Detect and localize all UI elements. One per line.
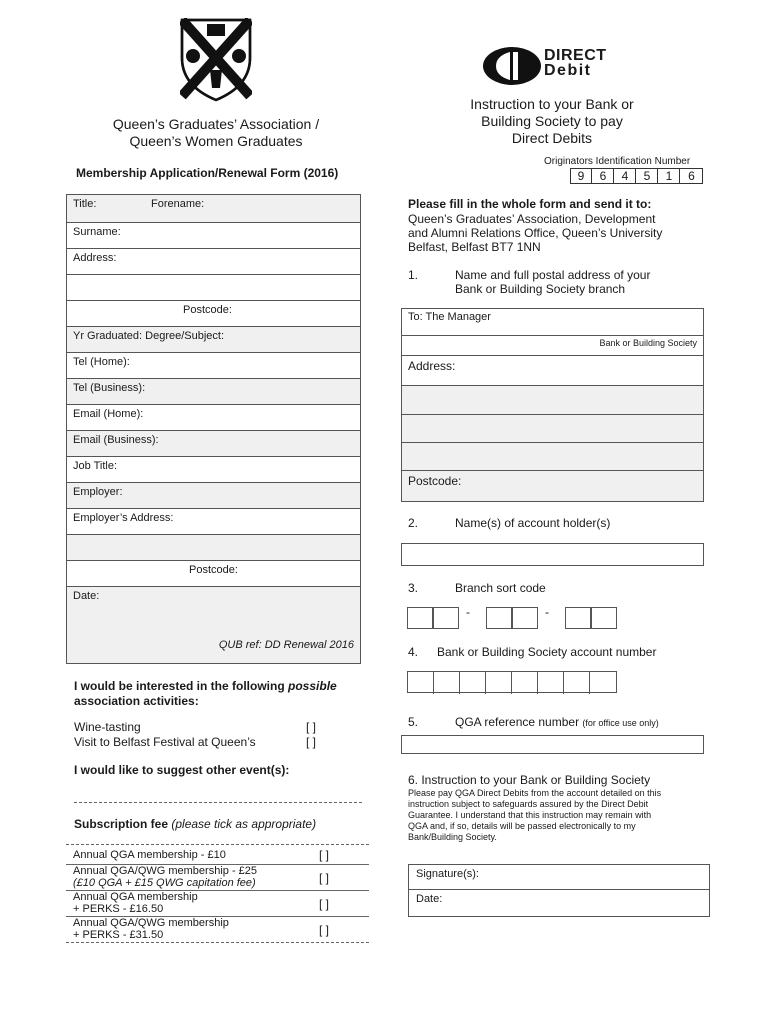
account-digit[interactable] bbox=[434, 672, 460, 694]
tel-business-row[interactable] bbox=[67, 379, 360, 405]
surname-row[interactable] bbox=[67, 223, 360, 249]
sort-code-digit[interactable] bbox=[565, 607, 591, 629]
suggest-heading: I would like to suggest other event(s): bbox=[74, 763, 290, 777]
postcode-label: Postcode: bbox=[183, 304, 232, 316]
originator-digit: 5 bbox=[637, 169, 658, 184]
fee-row[interactable] bbox=[66, 846, 369, 865]
bank-address-row-4[interactable] bbox=[402, 443, 703, 471]
sort-code-digit[interactable] bbox=[486, 607, 512, 629]
sort-code-digit[interactable] bbox=[591, 607, 617, 629]
address-row[interactable] bbox=[67, 249, 360, 275]
yr-graduated-label: Yr Graduated: Degree/Subject: bbox=[73, 330, 225, 342]
crest-shield-icon bbox=[180, 18, 252, 102]
dd-guarantee-3: Guarantee. I understand that this instruction may remain with bbox=[408, 810, 652, 820]
employer-postcode-label: Postcode: bbox=[189, 564, 238, 576]
activity-label: Wine-tasting bbox=[74, 720, 141, 734]
instruction-title-3: Direct Debits bbox=[511, 130, 593, 146]
dd-guarantee-5: Bank/Building Society. bbox=[408, 832, 497, 842]
fee-line2: + PERKS - £31.50 bbox=[73, 929, 164, 941]
email-home-row[interactable] bbox=[67, 405, 360, 431]
employer-postcode-row[interactable] bbox=[67, 561, 360, 587]
section-5-note: (for office use only) bbox=[582, 718, 659, 728]
date-label: Date: bbox=[73, 590, 100, 602]
address-label: Address: bbox=[73, 252, 117, 264]
section-5-text: QGA reference number bbox=[455, 715, 580, 729]
surname-label: Surname: bbox=[73, 226, 121, 238]
tel-business-label: Tel (Business): bbox=[73, 382, 146, 394]
account-number-input[interactable] bbox=[407, 671, 617, 693]
fee-note: (please tick as appropriate) bbox=[171, 817, 317, 831]
originator-digit: 4 bbox=[615, 169, 636, 184]
account-digit[interactable] bbox=[460, 672, 486, 694]
send-address-2: and Alumni Relations Office, Queen’s University bbox=[408, 226, 663, 240]
dd-logo-top: DIRECT bbox=[544, 47, 607, 64]
account-holder-input[interactable] bbox=[401, 543, 704, 566]
job-title-label: Job Title: bbox=[73, 460, 118, 472]
section-3-text: Branch sort code bbox=[455, 581, 546, 595]
originator-digit: 9 bbox=[571, 169, 592, 184]
originator-number-box bbox=[570, 168, 703, 184]
dd-guarantee-1: Please pay QGA Direct Debits from the account detailed on this bbox=[408, 788, 662, 798]
section-2-number: 2. bbox=[408, 516, 419, 530]
instruction-title-2: Building Society to pay bbox=[481, 113, 623, 129]
employer-address-row[interactable] bbox=[67, 509, 360, 535]
job-title-row[interactable] bbox=[67, 457, 360, 483]
account-digit[interactable] bbox=[590, 672, 616, 694]
signature-form bbox=[408, 864, 710, 917]
email-home-label: Email (Home): bbox=[73, 408, 144, 420]
account-digit[interactable] bbox=[564, 672, 590, 694]
section-1-text-2: Bank or Building Society branch bbox=[455, 282, 626, 296]
dd-logo-bottom: Debit bbox=[544, 62, 592, 79]
fee-line2: + PERKS - £16.50 bbox=[73, 903, 164, 915]
bank-address-label: Address: bbox=[408, 359, 456, 373]
fee-heading: Subscription fee bbox=[74, 817, 169, 831]
bank-postcode-row[interactable] bbox=[402, 471, 703, 502]
sort-code-digit[interactable] bbox=[407, 607, 433, 629]
employer-label: Employer: bbox=[73, 486, 123, 498]
university-crest bbox=[180, 18, 252, 102]
form-title: Membership Application/Renewal Form (2016) bbox=[76, 166, 339, 180]
fee-checkbox[interactable]: [ ] bbox=[318, 848, 329, 862]
fee-line2: (£10 QGA + £15 QWG capitation fee) bbox=[73, 877, 256, 889]
section-1-text-1: Name and full postal address of your bbox=[455, 268, 651, 282]
instruction-title-1: Instruction to your Bank or bbox=[470, 96, 634, 112]
activity-label: Visit to Belfast Festival at Queen’s bbox=[74, 735, 256, 749]
qga-reference-input[interactable] bbox=[401, 735, 704, 754]
dd-guarantee-4: QGA and, if so, details will be passed electronically to my bbox=[408, 821, 636, 831]
yr-graduated-row[interactable] bbox=[67, 327, 360, 353]
bank-society-label: Bank or Building Society bbox=[599, 338, 697, 348]
tel-home-label: Tel (Home): bbox=[73, 356, 130, 368]
account-digit[interactable] bbox=[538, 672, 564, 694]
sort-code-digit[interactable] bbox=[512, 607, 538, 629]
fee-line1: Annual QGA/QWG membership - £25 bbox=[73, 865, 258, 877]
signature-row[interactable] bbox=[409, 865, 709, 890]
activity-checkbox[interactable]: [ ] bbox=[306, 735, 317, 749]
fee-checkbox[interactable]: [ ] bbox=[318, 897, 329, 911]
title-row[interactable] bbox=[67, 195, 360, 223]
activity-item[interactable] bbox=[74, 735, 354, 749]
email-business-row[interactable] bbox=[67, 431, 360, 457]
fee-row[interactable] bbox=[66, 917, 369, 943]
fee-line1: Annual QGA membership - £10 bbox=[73, 849, 226, 861]
direct-debit-logo bbox=[482, 46, 622, 86]
section-6-heading: 6. Instruction to your Bank or Building Society bbox=[408, 773, 651, 787]
fee-row[interactable] bbox=[66, 891, 369, 917]
dd-guarantee-2: instruction subject to safeguards assured by the Direct Debit bbox=[408, 799, 649, 809]
originator-digit: 1 bbox=[659, 169, 680, 184]
account-digit[interactable] bbox=[512, 672, 538, 694]
date-row[interactable] bbox=[67, 587, 360, 663]
interest-heading-em: possible bbox=[288, 679, 337, 693]
originator-digit: 6 bbox=[593, 169, 614, 184]
sort-code-digit[interactable] bbox=[433, 607, 459, 629]
signature-date-row[interactable] bbox=[409, 890, 709, 917]
send-address-1: Queen’s Graduates’ Association, Development bbox=[408, 212, 656, 226]
originator-label: Originators Identification Number bbox=[544, 156, 691, 167]
to-manager-row[interactable] bbox=[402, 309, 703, 336]
section-2-text: Name(s) of account holder(s) bbox=[455, 516, 611, 530]
tel-home-row[interactable] bbox=[67, 353, 360, 379]
fee-checkbox[interactable]: [ ] bbox=[318, 871, 329, 885]
fee-line1: Annual QGA/QWG membership bbox=[73, 917, 229, 929]
org-name-line2: Queen’s Women Graduates bbox=[129, 133, 303, 149]
bank-address-row[interactable] bbox=[402, 356, 703, 386]
send-address-3: Belfast, Belfast BT7 1NN bbox=[408, 240, 541, 254]
qub-ref: QUB ref: DD Renewal 2016 bbox=[218, 639, 354, 651]
title-label: Title: bbox=[73, 198, 97, 210]
fee-table-top bbox=[66, 844, 369, 845]
section-5-text-wrap bbox=[455, 715, 659, 729]
member-details-form bbox=[66, 194, 361, 664]
bank-address-row-2[interactable] bbox=[402, 386, 703, 415]
section-1-number: 1. bbox=[408, 268, 419, 282]
org-name-line1: Queen’s Graduates’ Association / bbox=[112, 116, 320, 132]
employer-row[interactable] bbox=[67, 483, 360, 509]
fee-checkbox[interactable]: [ ] bbox=[318, 923, 329, 937]
section-3-number: 3. bbox=[408, 581, 419, 595]
employer-address-label: Employer’s Address: bbox=[73, 512, 174, 524]
interest-heading bbox=[74, 679, 374, 709]
forename-label: Forename: bbox=[151, 198, 205, 210]
postcode-row[interactable] bbox=[67, 301, 360, 327]
bank-society-row[interactable] bbox=[402, 336, 703, 356]
suggest-line[interactable] bbox=[74, 802, 362, 803]
bank-address-row-3[interactable] bbox=[402, 415, 703, 443]
fee-row[interactable] bbox=[66, 865, 369, 891]
direct-debit-logo-icon bbox=[482, 46, 542, 86]
account-digit[interactable] bbox=[486, 672, 512, 694]
signature-label: Signature(s): bbox=[416, 868, 479, 880]
sort-code-dash: - bbox=[466, 605, 470, 619]
section-4-text: Bank or Building Society account number bbox=[437, 645, 657, 659]
address-row-2[interactable] bbox=[67, 275, 360, 301]
signature-date-label: Date: bbox=[416, 893, 443, 905]
sort-code-dash: - bbox=[545, 605, 549, 619]
bank-address-form bbox=[401, 308, 704, 502]
interest-heading-b: association activities: bbox=[74, 694, 199, 708]
interest-heading-a: I would be interested in the following bbox=[74, 679, 285, 693]
employer-address-row-2[interactable] bbox=[67, 535, 360, 561]
originator-digit: 6 bbox=[688, 169, 695, 183]
fee-heading-wrap bbox=[74, 817, 316, 831]
activity-checkbox[interactable]: [ ] bbox=[306, 720, 317, 734]
fill-heading: Please fill in the whole form and send it to: bbox=[408, 197, 652, 211]
to-manager-label: To: The Manager bbox=[408, 311, 491, 323]
bank-postcode-label: Postcode: bbox=[408, 474, 462, 488]
email-business-label: Email (Business): bbox=[73, 434, 159, 446]
account-digit[interactable] bbox=[408, 672, 434, 694]
section-4-number: 4. bbox=[408, 645, 419, 659]
section-5-number: 5. bbox=[408, 715, 419, 729]
fee-line1: Annual QGA membership bbox=[73, 891, 198, 903]
activity-item[interactable] bbox=[74, 720, 354, 734]
